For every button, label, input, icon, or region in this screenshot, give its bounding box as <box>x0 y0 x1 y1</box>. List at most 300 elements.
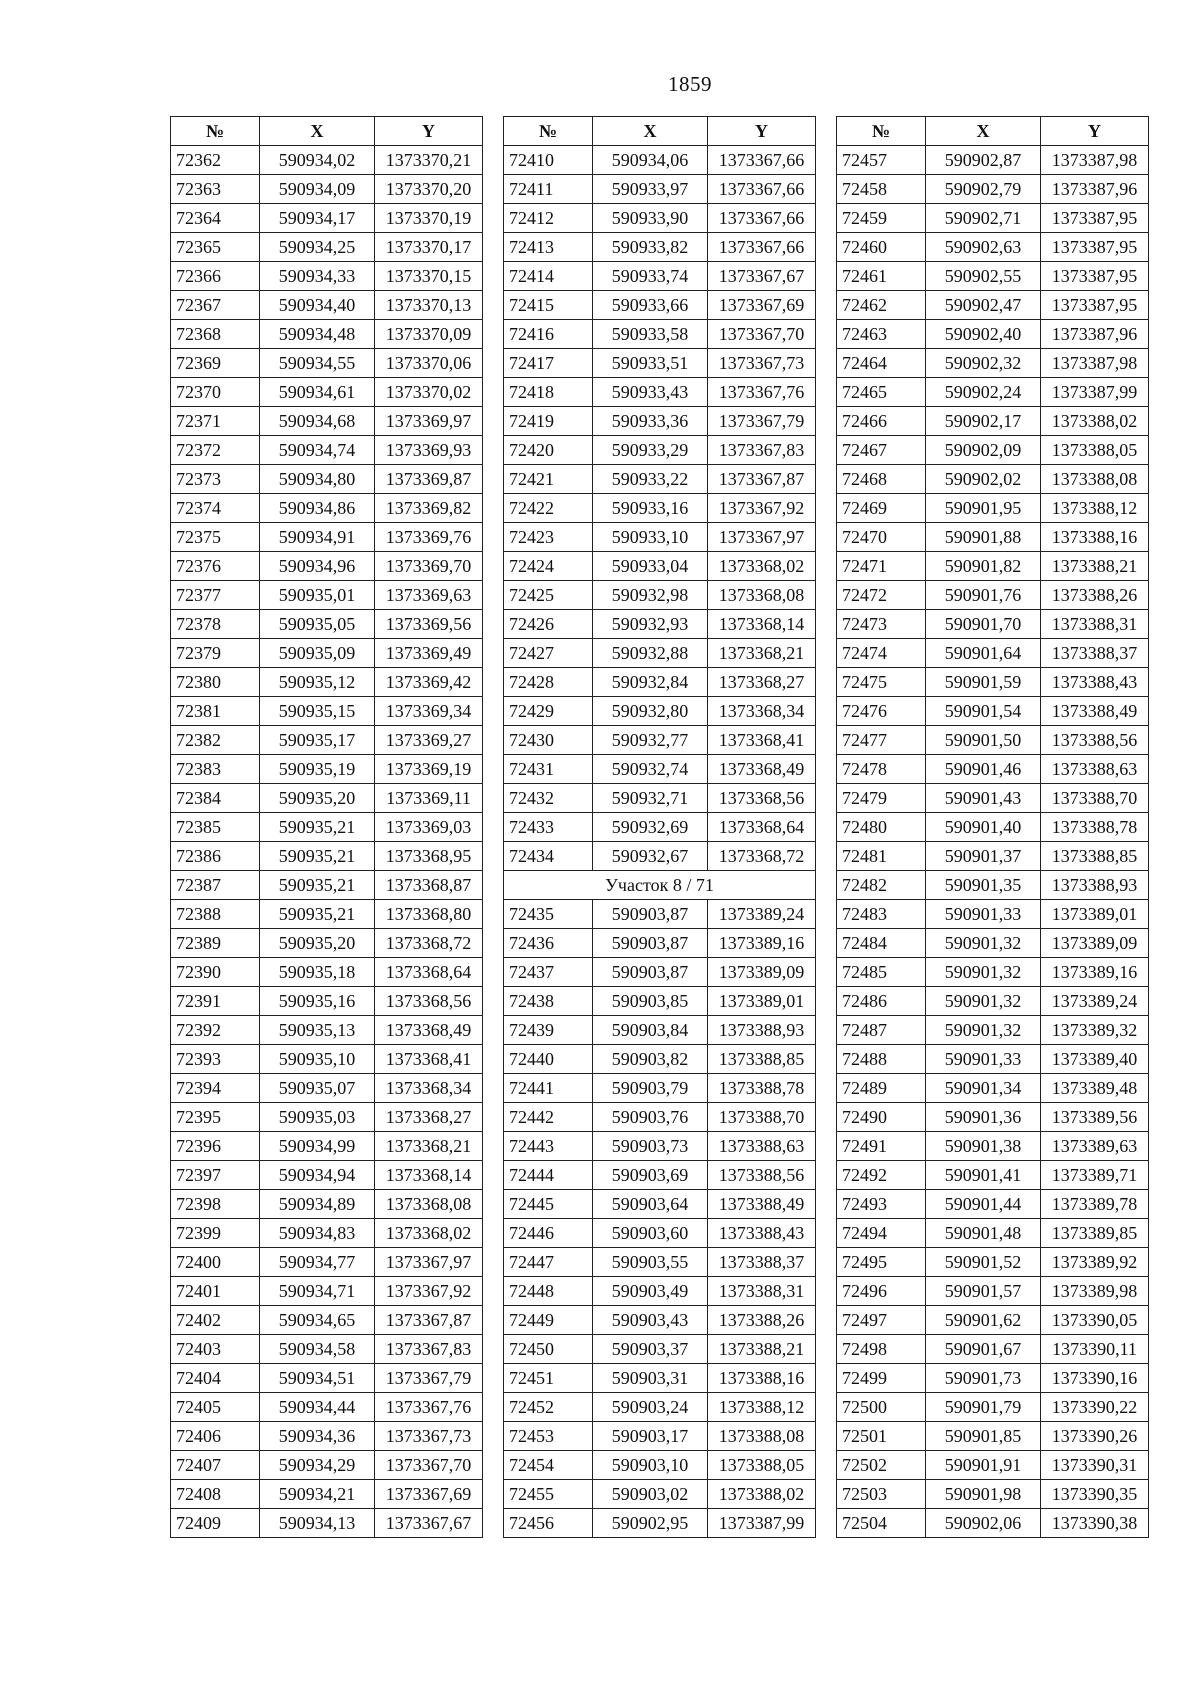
point-number-cell: 72427 <box>504 639 593 668</box>
y-coordinate-cell: 1373390,38 <box>1041 1509 1149 1538</box>
point-number-cell: 72490 <box>837 1103 926 1132</box>
table-row <box>171 465 483 494</box>
x-coordinate-cell: 590935,21 <box>260 842 375 871</box>
x-coordinate-cell: 590903,37 <box>593 1335 708 1364</box>
x-coordinate-cell: 590901,70 <box>926 610 1041 639</box>
point-number-cell: 72382 <box>171 726 260 755</box>
x-coordinate-cell: 590901,82 <box>926 552 1041 581</box>
y-coordinate-cell: 1373368,87 <box>375 871 483 900</box>
y-coordinate-cell: 1373369,11 <box>375 784 483 813</box>
y-coordinate-cell: 1373367,66 <box>708 146 816 175</box>
y-coordinate-cell: 1373368,34 <box>375 1074 483 1103</box>
table-row <box>171 204 483 233</box>
table-row <box>837 1219 1149 1248</box>
x-coordinate-cell: 590935,20 <box>260 929 375 958</box>
table-row <box>504 523 816 552</box>
point-number-cell: 72374 <box>171 494 260 523</box>
table-row <box>504 291 816 320</box>
point-number-cell: 72436 <box>504 929 593 958</box>
point-number-cell: 72494 <box>837 1219 926 1248</box>
table-row <box>171 813 483 842</box>
x-coordinate-cell: 590934,91 <box>260 523 375 552</box>
point-number-cell: 72377 <box>171 581 260 610</box>
table-row <box>504 639 816 668</box>
y-coordinate-cell: 1373369,42 <box>375 668 483 697</box>
x-coordinate-cell: 590903,64 <box>593 1190 708 1219</box>
table-row <box>504 668 816 697</box>
x-coordinate-cell: 590932,88 <box>593 639 708 668</box>
x-coordinate-cell: 590901,59 <box>926 668 1041 697</box>
point-number-cell: 72442 <box>504 1103 593 1132</box>
x-coordinate-cell: 590901,40 <box>926 813 1041 842</box>
table-row <box>171 1074 483 1103</box>
x-coordinate-cell: 590903,10 <box>593 1451 708 1480</box>
point-number-cell: 72488 <box>837 1045 926 1074</box>
table-row <box>504 610 816 639</box>
x-coordinate-cell: 590903,55 <box>593 1248 708 1277</box>
y-coordinate-cell: 1373388,12 <box>1041 494 1149 523</box>
point-number-cell: 72418 <box>504 378 593 407</box>
table-row <box>504 1016 816 1045</box>
x-coordinate-cell: 590935,19 <box>260 755 375 784</box>
table-row <box>837 1364 1149 1393</box>
table-row <box>837 813 1149 842</box>
table-row <box>837 378 1149 407</box>
x-coordinate-cell: 590932,93 <box>593 610 708 639</box>
table-row <box>504 1277 816 1306</box>
table-row <box>171 1364 483 1393</box>
y-coordinate-cell: 1373389,85 <box>1041 1219 1149 1248</box>
x-coordinate-cell: 590902,24 <box>926 378 1041 407</box>
y-coordinate-cell: 1373368,27 <box>375 1103 483 1132</box>
x-coordinate-cell: 590903,17 <box>593 1422 708 1451</box>
table-row <box>171 1306 483 1335</box>
table-row <box>837 581 1149 610</box>
point-number-cell: 72480 <box>837 813 926 842</box>
table-row <box>504 581 816 610</box>
table-row <box>171 1132 483 1161</box>
point-number-cell: 72504 <box>837 1509 926 1538</box>
point-number-cell: 72388 <box>171 900 260 929</box>
x-coordinate-cell: 590933,58 <box>593 320 708 349</box>
table-row <box>171 1161 483 1190</box>
table-row <box>837 639 1149 668</box>
point-number-cell: 72415 <box>504 291 593 320</box>
point-number-cell: 72380 <box>171 668 260 697</box>
table-row <box>504 436 816 465</box>
y-coordinate-cell: 1373369,87 <box>375 465 483 494</box>
point-number-cell: 72385 <box>171 813 260 842</box>
point-number-cell: 72419 <box>504 407 593 436</box>
x-coordinate-cell: 590935,07 <box>260 1074 375 1103</box>
y-coordinate-cell: 1373390,26 <box>1041 1422 1149 1451</box>
y-coordinate-cell: 1373390,11 <box>1041 1335 1149 1364</box>
y-coordinate-cell: 1373389,16 <box>1041 958 1149 987</box>
column-header-y: Y <box>708 117 816 146</box>
table-row <box>171 378 483 407</box>
table-row <box>504 378 816 407</box>
y-coordinate-cell: 1373387,96 <box>1041 175 1149 204</box>
point-number-cell: 72445 <box>504 1190 593 1219</box>
table-row <box>171 987 483 1016</box>
x-coordinate-cell: 590903,87 <box>593 958 708 987</box>
x-coordinate-cell: 590901,32 <box>926 1016 1041 1045</box>
x-coordinate-cell: 590901,48 <box>926 1219 1041 1248</box>
y-coordinate-cell: 1373387,99 <box>1041 378 1149 407</box>
x-coordinate-cell: 590934,94 <box>260 1161 375 1190</box>
y-coordinate-cell: 1373369,82 <box>375 494 483 523</box>
x-coordinate-cell: 590903,31 <box>593 1364 708 1393</box>
point-number-cell: 72413 <box>504 233 593 262</box>
point-number-cell: 72444 <box>504 1161 593 1190</box>
y-coordinate-cell: 1373389,48 <box>1041 1074 1149 1103</box>
table-row <box>171 784 483 813</box>
x-coordinate-cell: 590901,98 <box>926 1480 1041 1509</box>
table-row <box>171 958 483 987</box>
point-number-cell: 72399 <box>171 1219 260 1248</box>
y-coordinate-cell: 1373388,26 <box>708 1306 816 1335</box>
y-coordinate-cell: 1373388,56 <box>708 1161 816 1190</box>
y-coordinate-cell: 1373389,98 <box>1041 1277 1149 1306</box>
table-row <box>171 842 483 871</box>
point-number-cell: 72417 <box>504 349 593 378</box>
y-coordinate-cell: 1373387,95 <box>1041 262 1149 291</box>
table-row <box>837 175 1149 204</box>
x-coordinate-cell: 590901,32 <box>926 987 1041 1016</box>
point-number-cell: 72479 <box>837 784 926 813</box>
y-coordinate-cell: 1373389,32 <box>1041 1016 1149 1045</box>
table-row <box>171 523 483 552</box>
y-coordinate-cell: 1373389,09 <box>708 958 816 987</box>
y-coordinate-cell: 1373388,63 <box>1041 755 1149 784</box>
x-coordinate-cell: 590903,87 <box>593 929 708 958</box>
x-coordinate-cell: 590901,79 <box>926 1393 1041 1422</box>
x-coordinate-cell: 590902,02 <box>926 465 1041 494</box>
x-coordinate-cell: 590935,16 <box>260 987 375 1016</box>
table-row <box>171 1016 483 1045</box>
table-row <box>171 1045 483 1074</box>
x-coordinate-cell: 590901,37 <box>926 842 1041 871</box>
table-row <box>171 610 483 639</box>
point-number-cell: 72410 <box>504 146 593 175</box>
y-coordinate-cell: 1373370,17 <box>375 233 483 262</box>
x-coordinate-cell: 590901,73 <box>926 1364 1041 1393</box>
point-number-cell: 72439 <box>504 1016 593 1045</box>
point-number-cell: 72492 <box>837 1161 926 1190</box>
table-row <box>504 146 816 175</box>
x-coordinate-cell: 590902,09 <box>926 436 1041 465</box>
table-row <box>171 262 483 291</box>
x-coordinate-cell: 590933,10 <box>593 523 708 552</box>
point-number-cell: 72365 <box>171 233 260 262</box>
table-row <box>504 262 816 291</box>
table-row <box>504 552 816 581</box>
table-row <box>837 262 1149 291</box>
table-row <box>504 204 816 233</box>
column-header-y: Y <box>1041 117 1149 146</box>
table-row <box>837 494 1149 523</box>
point-number-cell: 72486 <box>837 987 926 1016</box>
x-coordinate-cell: 590902,40 <box>926 320 1041 349</box>
y-coordinate-cell: 1373390,05 <box>1041 1306 1149 1335</box>
table-row <box>504 987 816 1016</box>
table-row <box>837 929 1149 958</box>
x-coordinate-cell: 590903,84 <box>593 1016 708 1045</box>
y-coordinate-cell: 1373367,79 <box>708 407 816 436</box>
table-row <box>171 407 483 436</box>
x-coordinate-cell: 590933,97 <box>593 175 708 204</box>
y-coordinate-cell: 1373389,09 <box>1041 929 1149 958</box>
x-coordinate-cell: 590933,82 <box>593 233 708 262</box>
x-coordinate-cell: 590934,83 <box>260 1219 375 1248</box>
point-number-cell: 72472 <box>837 581 926 610</box>
point-number-cell: 72372 <box>171 436 260 465</box>
x-coordinate-cell: 590901,41 <box>926 1161 1041 1190</box>
point-number-cell: 72447 <box>504 1248 593 1277</box>
table-row <box>171 929 483 958</box>
point-number-cell: 72387 <box>171 871 260 900</box>
table-row <box>837 1422 1149 1451</box>
table-row <box>837 697 1149 726</box>
x-coordinate-cell: 590935,20 <box>260 784 375 813</box>
x-coordinate-cell: 590901,52 <box>926 1248 1041 1277</box>
x-coordinate-cell: 590934,44 <box>260 1393 375 1422</box>
x-coordinate-cell: 590902,55 <box>926 262 1041 291</box>
point-number-cell: 72432 <box>504 784 593 813</box>
table-row <box>504 813 816 842</box>
y-coordinate-cell: 1373390,35 <box>1041 1480 1149 1509</box>
point-number-cell: 72403 <box>171 1335 260 1364</box>
x-coordinate-cell: 590935,18 <box>260 958 375 987</box>
x-coordinate-cell: 590934,61 <box>260 378 375 407</box>
x-coordinate-cell: 590935,03 <box>260 1103 375 1132</box>
point-number-cell: 72481 <box>837 842 926 871</box>
point-number-cell: 72466 <box>837 407 926 436</box>
table-row <box>504 465 816 494</box>
y-coordinate-cell: 1373387,99 <box>708 1509 816 1538</box>
column-header-number: № <box>171 117 260 146</box>
x-coordinate-cell: 590934,33 <box>260 262 375 291</box>
table-row <box>171 697 483 726</box>
point-number-cell: 72465 <box>837 378 926 407</box>
point-number-cell: 72384 <box>171 784 260 813</box>
x-coordinate-cell: 590903,82 <box>593 1045 708 1074</box>
y-coordinate-cell: 1373368,72 <box>708 842 816 871</box>
point-number-cell: 72367 <box>171 291 260 320</box>
point-number-cell: 72402 <box>171 1306 260 1335</box>
x-coordinate-cell: 590934,36 <box>260 1422 375 1451</box>
point-number-cell: 72498 <box>837 1335 926 1364</box>
table-row <box>171 1335 483 1364</box>
point-number-cell: 72409 <box>171 1509 260 1538</box>
column-header-number: № <box>837 117 926 146</box>
y-coordinate-cell: 1373369,19 <box>375 755 483 784</box>
table-row <box>171 1451 483 1480</box>
y-coordinate-cell: 1373367,92 <box>375 1277 483 1306</box>
table-row <box>171 436 483 465</box>
x-coordinate-cell: 590934,58 <box>260 1335 375 1364</box>
x-coordinate-cell: 590935,17 <box>260 726 375 755</box>
y-coordinate-cell: 1373368,72 <box>375 929 483 958</box>
y-coordinate-cell: 1373367,92 <box>708 494 816 523</box>
table-row <box>837 900 1149 929</box>
x-coordinate-cell: 590934,09 <box>260 175 375 204</box>
table-row <box>837 958 1149 987</box>
point-number-cell: 72383 <box>171 755 260 784</box>
point-number-cell: 72396 <box>171 1132 260 1161</box>
y-coordinate-cell: 1373387,96 <box>1041 320 1149 349</box>
table-row <box>504 1103 816 1132</box>
y-coordinate-cell: 1373367,87 <box>708 465 816 494</box>
point-number-cell: 72397 <box>171 1161 260 1190</box>
table-row <box>504 1480 816 1509</box>
point-number-cell: 72468 <box>837 465 926 494</box>
x-coordinate-cell: 590901,67 <box>926 1335 1041 1364</box>
x-coordinate-cell: 590935,05 <box>260 610 375 639</box>
table-row <box>171 233 483 262</box>
y-coordinate-cell: 1373370,19 <box>375 204 483 233</box>
y-coordinate-cell: 1373387,95 <box>1041 291 1149 320</box>
x-coordinate-cell: 590935,09 <box>260 639 375 668</box>
point-number-cell: 72411 <box>504 175 593 204</box>
table-row <box>171 1480 483 1509</box>
x-coordinate-cell: 590935,21 <box>260 813 375 842</box>
table-row <box>504 1306 816 1335</box>
y-coordinate-cell: 1373389,78 <box>1041 1190 1149 1219</box>
y-coordinate-cell: 1373388,26 <box>1041 581 1149 610</box>
point-number-cell: 72501 <box>837 1422 926 1451</box>
y-coordinate-cell: 1373367,69 <box>708 291 816 320</box>
table-row <box>171 320 483 349</box>
point-number-cell: 72497 <box>837 1306 926 1335</box>
point-number-cell: 72364 <box>171 204 260 233</box>
y-coordinate-cell: 1373367,73 <box>375 1422 483 1451</box>
table-row <box>504 1393 816 1422</box>
x-coordinate-cell: 590934,17 <box>260 204 375 233</box>
table-row <box>837 1335 1149 1364</box>
x-coordinate-cell: 590901,54 <box>926 697 1041 726</box>
y-coordinate-cell: 1373388,85 <box>708 1045 816 1074</box>
table-row <box>504 1190 816 1219</box>
table-row <box>171 726 483 755</box>
table-row <box>837 349 1149 378</box>
column-header-number: № <box>504 117 593 146</box>
y-coordinate-cell: 1373390,31 <box>1041 1451 1149 1480</box>
y-coordinate-cell: 1373367,67 <box>708 262 816 291</box>
table-row <box>837 1480 1149 1509</box>
x-coordinate-cell: 590901,33 <box>926 900 1041 929</box>
table-row <box>504 900 816 929</box>
point-number-cell: 72369 <box>171 349 260 378</box>
table-row <box>837 1248 1149 1277</box>
point-number-cell: 72375 <box>171 523 260 552</box>
table-row <box>504 1451 816 1480</box>
y-coordinate-cell: 1373388,37 <box>1041 639 1149 668</box>
y-coordinate-cell: 1373368,08 <box>708 581 816 610</box>
x-coordinate-cell: 590934,86 <box>260 494 375 523</box>
y-coordinate-cell: 1373388,05 <box>708 1451 816 1480</box>
x-coordinate-cell: 590933,36 <box>593 407 708 436</box>
y-coordinate-cell: 1373368,49 <box>708 755 816 784</box>
point-number-cell: 72406 <box>171 1422 260 1451</box>
point-number-cell: 72425 <box>504 581 593 610</box>
x-coordinate-cell: 590901,38 <box>926 1132 1041 1161</box>
x-coordinate-cell: 590935,21 <box>260 871 375 900</box>
table-row <box>504 784 816 813</box>
point-number-cell: 72471 <box>837 552 926 581</box>
point-number-cell: 72429 <box>504 697 593 726</box>
point-number-cell: 72363 <box>171 175 260 204</box>
table-row <box>171 1509 483 1538</box>
x-coordinate-cell: 590903,43 <box>593 1306 708 1335</box>
y-coordinate-cell: 1373367,97 <box>708 523 816 552</box>
point-number-cell: 72386 <box>171 842 260 871</box>
x-coordinate-cell: 590901,46 <box>926 755 1041 784</box>
y-coordinate-cell: 1373367,73 <box>708 349 816 378</box>
point-number-cell: 72463 <box>837 320 926 349</box>
x-coordinate-cell: 590901,57 <box>926 1277 1041 1306</box>
y-coordinate-cell: 1373369,56 <box>375 610 483 639</box>
table-row <box>837 987 1149 1016</box>
table-row <box>837 436 1149 465</box>
x-coordinate-cell: 590934,96 <box>260 552 375 581</box>
point-number-cell: 72420 <box>504 436 593 465</box>
point-number-cell: 72460 <box>837 233 926 262</box>
y-coordinate-cell: 1373368,08 <box>375 1190 483 1219</box>
point-number-cell: 72448 <box>504 1277 593 1306</box>
table-row <box>504 494 816 523</box>
y-coordinate-cell: 1373370,21 <box>375 146 483 175</box>
x-coordinate-cell: 590901,50 <box>926 726 1041 755</box>
y-coordinate-cell: 1373388,16 <box>708 1364 816 1393</box>
table-row <box>837 842 1149 871</box>
x-coordinate-cell: 590903,24 <box>593 1393 708 1422</box>
y-coordinate-cell: 1373367,83 <box>708 436 816 465</box>
table-row <box>171 494 483 523</box>
point-number-cell: 72421 <box>504 465 593 494</box>
x-coordinate-cell: 590903,02 <box>593 1480 708 1509</box>
table-row <box>504 755 816 784</box>
table-row <box>504 407 816 436</box>
y-coordinate-cell: 1373368,34 <box>708 697 816 726</box>
x-coordinate-cell: 590901,34 <box>926 1074 1041 1103</box>
table-row <box>837 1161 1149 1190</box>
x-coordinate-cell: 590901,32 <box>926 958 1041 987</box>
x-coordinate-cell: 590933,43 <box>593 378 708 407</box>
x-coordinate-cell: 590934,48 <box>260 320 375 349</box>
y-coordinate-cell: 1373389,40 <box>1041 1045 1149 1074</box>
point-number-cell: 72482 <box>837 871 926 900</box>
x-coordinate-cell: 590901,91 <box>926 1451 1041 1480</box>
x-coordinate-cell: 590935,01 <box>260 581 375 610</box>
table-row <box>837 1045 1149 1074</box>
y-coordinate-cell: 1373368,14 <box>375 1161 483 1190</box>
point-number-cell: 72407 <box>171 1451 260 1480</box>
point-number-cell: 72440 <box>504 1045 593 1074</box>
table-row <box>504 1219 816 1248</box>
table-row <box>837 1132 1149 1161</box>
y-coordinate-cell: 1373370,09 <box>375 320 483 349</box>
table-row <box>837 726 1149 755</box>
point-number-cell: 72430 <box>504 726 593 755</box>
x-coordinate-cell: 590932,84 <box>593 668 708 697</box>
column-header-x: X <box>593 117 708 146</box>
table-row <box>837 1103 1149 1132</box>
x-coordinate-cell: 590903,73 <box>593 1132 708 1161</box>
point-number-cell: 72434 <box>504 842 593 871</box>
table-row <box>837 668 1149 697</box>
x-coordinate-cell: 590901,95 <box>926 494 1041 523</box>
